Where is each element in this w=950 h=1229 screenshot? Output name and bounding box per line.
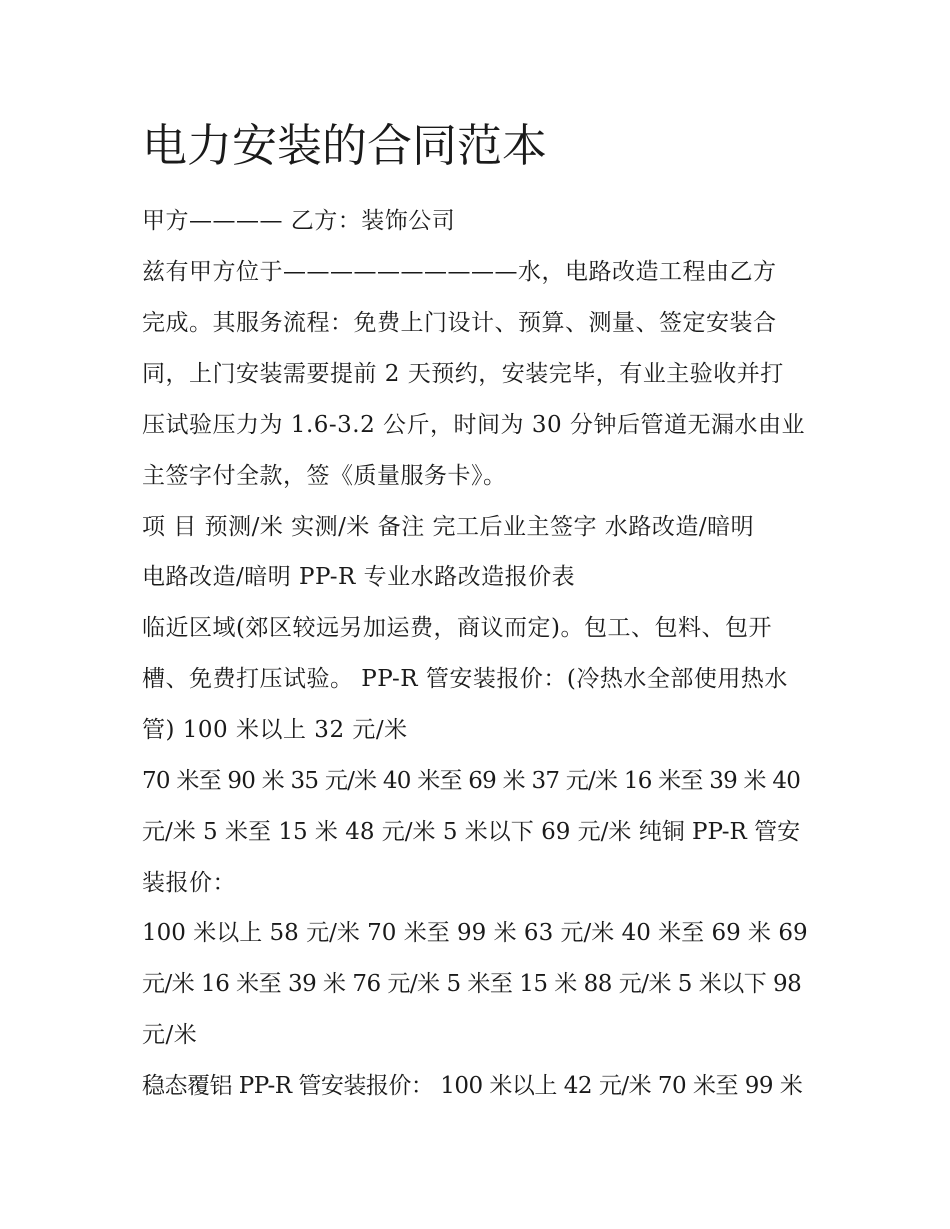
text-line: 管) 100 米以上 32 元/米 (142, 717, 408, 743)
text-line: 元/米 (142, 1022, 198, 1048)
text-line: 临近区域(郊区较远另加运费，商议而定)。包工、包料、包开 (142, 615, 772, 641)
text-line: 完成。其服务流程：免费上门设计、预算、测量、签定安装合 (142, 310, 777, 336)
text-line: 100 米以上 58 元/米 70 米至 99 米 63 元/米 40 米至 69 米 69 (142, 920, 808, 946)
text-line: 压试验压力为 1.6-3.2 公斤，时间为 30 分钟后管道无漏水由业 (142, 412, 805, 438)
text-line: 70 米至 90 米 35 元/米 40 米至 69 米 37 元/米 16 米至 39 米 40 (142, 768, 801, 794)
text-line: 同，上门安装需要提前 2 天预约，安装完毕，有业主验收并打 (142, 361, 784, 387)
text-line: 甲方———— 乙方：装饰公司 (142, 208, 456, 234)
text-line: 主签字付全款，签《质量服务卡》。 (142, 463, 507, 489)
text-line: 兹有甲方位于——————————水，电路改造工程由乙方 (142, 259, 777, 285)
document-title: 电力安装的合同范本 (142, 119, 548, 172)
text-line: 电路改造/暗明 PP-R 专业水路改造报价表 (142, 564, 576, 590)
text-line: 项 目 预测/米 实测/米 备注 完工后业主签字 水路改造/暗明 (142, 514, 755, 540)
text-line: 装报价： (142, 870, 236, 896)
text-line: 槽、免费打压试验。 PP-R 管安装报价：(冷热水全部使用热水 (142, 666, 788, 692)
text-line: 元/米 5 米至 15 米 48 元/米 5 米以下 69 元/米 纯铜 PP-R 管安 (142, 819, 801, 845)
text-line: 元/米 16 米至 39 米 76 元/米 5 米至 15 米 88 元/米 5 米以下 98 (142, 971, 802, 997)
text-line: 稳态覆铝 PP-R 管安装报价： 100 米以上 42 元/米 70 米至 99 米 (142, 1073, 803, 1099)
